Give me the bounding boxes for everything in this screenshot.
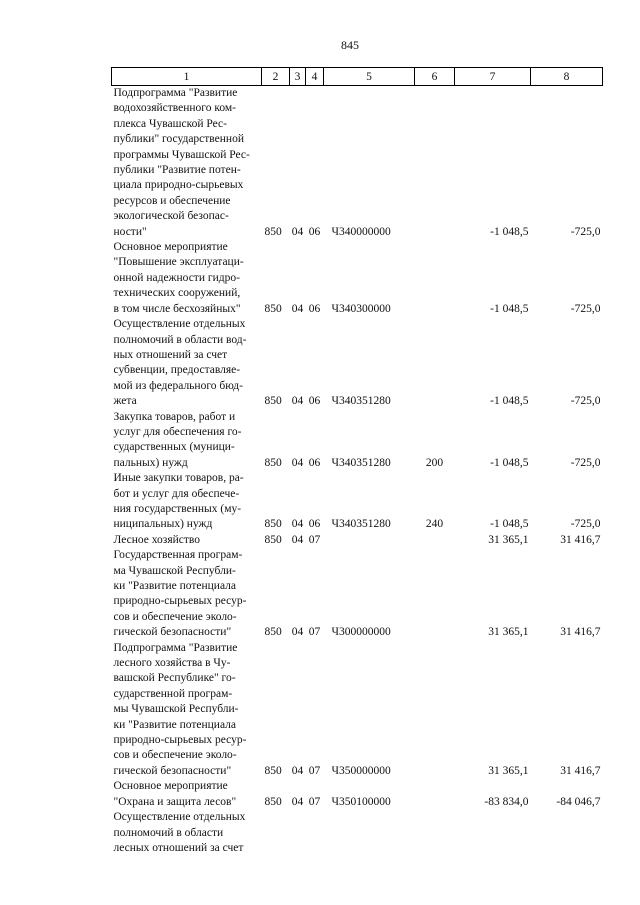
header-row bbox=[112, 68, 603, 86]
item-name-line: мы Чувашской Республи- bbox=[113, 703, 239, 716]
section-cell: 04 bbox=[291, 795, 304, 808]
item-name-line: полномочий в области вод- bbox=[113, 333, 247, 346]
target-article-cell: Ч340300000 bbox=[331, 302, 391, 315]
budget-table bbox=[111, 67, 603, 856]
admin-code-cell: 850 bbox=[264, 795, 282, 808]
item-name-line: плекса Чувашской Рес- bbox=[113, 117, 227, 130]
subsection-cell: 06 bbox=[308, 225, 321, 238]
section-cell: 04 bbox=[291, 302, 304, 315]
item-name-line: жета bbox=[113, 395, 137, 408]
amount-year1-cell: 31 365,1 bbox=[488, 764, 529, 777]
header-col-3: 3 bbox=[290, 68, 306, 86]
table-row bbox=[112, 779, 603, 810]
expense-type-cell bbox=[415, 548, 455, 640]
amount-year2-cell: -725,0 bbox=[570, 456, 601, 469]
amount-year2-cell: -725,0 bbox=[570, 225, 601, 238]
table-body bbox=[112, 86, 603, 857]
item-name-line: Иные закупки товаров, ра- bbox=[113, 472, 244, 485]
target-article-cell: Ч350000000 bbox=[331, 764, 391, 777]
item-name-line: экологической безопас- bbox=[113, 210, 229, 223]
subsection-cell bbox=[306, 810, 324, 856]
item-name-line: природно-сырьевых ресур- bbox=[113, 734, 247, 747]
amount-year1-cell: 31 365,1 bbox=[488, 626, 529, 639]
table-row bbox=[112, 410, 603, 472]
item-name-line: полномочий в области bbox=[113, 826, 224, 839]
amount-year2-cell: -84 046,7 bbox=[556, 795, 601, 808]
amount-year1-cell: -1 048,5 bbox=[490, 456, 529, 469]
amount-year1-cell: -83 834,0 bbox=[484, 795, 529, 808]
amount-year1-cell: -1 048,5 bbox=[490, 395, 529, 408]
item-name-line: Основное мероприятие bbox=[113, 241, 228, 254]
amount-year1-cell: -1 048,5 bbox=[490, 302, 529, 315]
item-name-line: Основное мероприятие bbox=[113, 780, 228, 793]
item-name-line: водохозяйственного ком- bbox=[113, 102, 236, 115]
admin-code-cell: 850 bbox=[264, 533, 282, 546]
subsection-cell: 07 bbox=[308, 533, 321, 546]
amount-year2-cell: -725,0 bbox=[570, 518, 601, 531]
target-article-cell: Ч340351280 bbox=[331, 456, 391, 469]
item-name-cell bbox=[112, 779, 262, 810]
item-name-line: лесных отношений за счет bbox=[113, 841, 244, 854]
table-row bbox=[112, 548, 603, 640]
target-article-cell: Ч340000000 bbox=[331, 225, 391, 238]
item-name-line: Лесное хозяйство bbox=[113, 533, 201, 546]
item-name-line: пальных) нужд bbox=[113, 456, 188, 469]
expense-type-cell bbox=[415, 810, 455, 856]
expense-type-cell: 240 bbox=[425, 518, 444, 531]
subsection-cell: 06 bbox=[308, 302, 321, 315]
section-cell bbox=[290, 810, 306, 856]
item-name-line: в том числе бесхозяйных" bbox=[113, 302, 241, 315]
item-name-cell bbox=[112, 471, 262, 533]
amount-year1-cell: -1 048,5 bbox=[490, 518, 529, 531]
admin-code-cell: 850 bbox=[264, 456, 282, 469]
section-cell: 04 bbox=[291, 518, 304, 531]
header-col-8: 8 bbox=[531, 68, 603, 86]
item-name-line: Осуществление отдельных bbox=[113, 811, 246, 824]
admin-code-cell: 850 bbox=[264, 764, 282, 777]
item-name-line: ресурсов и обеспечение bbox=[113, 194, 231, 207]
item-name-line: "Повышение эксплуатаци- bbox=[113, 256, 244, 269]
item-name-line: технических сооружений, bbox=[113, 287, 241, 300]
admin-code-cell bbox=[262, 810, 290, 856]
table-row bbox=[112, 471, 603, 533]
item-name-line: субвенции, предоставляе- bbox=[113, 364, 241, 377]
amount-year1-cell: 31 365,1 bbox=[488, 533, 529, 546]
expense-type-cell bbox=[415, 641, 455, 780]
item-name-line: бот и услуг для обеспече- bbox=[113, 487, 240, 500]
item-name-line: ных отношений за счет bbox=[113, 348, 228, 361]
table-row bbox=[112, 533, 603, 548]
item-name-line: Подпрограмма "Развитие bbox=[113, 641, 238, 654]
subsection-cell: 07 bbox=[308, 795, 321, 808]
header-col-1: 1 bbox=[112, 68, 262, 86]
table-row bbox=[112, 317, 603, 409]
item-name-line: Государственная програм- bbox=[113, 549, 243, 562]
item-name-cell bbox=[112, 533, 262, 548]
expense-type-cell bbox=[415, 779, 455, 810]
item-name-line: ниципальных) нужд bbox=[113, 518, 213, 531]
header-col-2: 2 bbox=[262, 68, 290, 86]
item-name-line: ки "Развитие потенциала bbox=[113, 718, 236, 731]
item-name-line: мой из федерального бюд- bbox=[113, 379, 243, 392]
page-number: 845 bbox=[341, 38, 359, 52]
item-name-line: услуг для обеспечения го- bbox=[113, 425, 242, 438]
item-name-line: сов и обеспечение эколо- bbox=[113, 610, 237, 623]
item-name-line: лесного хозяйства в Чу- bbox=[113, 657, 231, 670]
subsection-cell: 06 bbox=[308, 518, 321, 531]
amount-year1-cell: -1 048,5 bbox=[490, 225, 529, 238]
item-name-line: сов и обеспечение эколо- bbox=[113, 749, 237, 762]
item-name-line: природно-сырьевых ресур- bbox=[113, 595, 247, 608]
admin-code-cell: 850 bbox=[264, 518, 282, 531]
target-article-cell: Ч340351280 bbox=[331, 395, 391, 408]
expense-type-cell bbox=[415, 86, 455, 241]
subsection-cell: 07 bbox=[308, 626, 321, 639]
admin-code-cell: 850 bbox=[264, 302, 282, 315]
amount-year2-cell: 31 416,7 bbox=[560, 533, 601, 546]
item-name-line: ния государственных (му- bbox=[113, 502, 242, 515]
item-name-cell bbox=[112, 410, 262, 472]
target-article-cell bbox=[324, 533, 415, 548]
target-article-cell: Ч300000000 bbox=[331, 626, 391, 639]
item-name-cell bbox=[112, 641, 262, 780]
section-cell: 04 bbox=[291, 225, 304, 238]
target-article-cell bbox=[324, 810, 415, 856]
subsection-cell: 06 bbox=[308, 456, 321, 469]
item-name-line: "Охрана и защита лесов" bbox=[113, 795, 237, 808]
item-name-line: ки "Развитие потенциала bbox=[113, 580, 236, 592]
item-name-cell bbox=[112, 317, 262, 409]
item-name-line: сударственных (муници- bbox=[113, 441, 235, 454]
item-name-line: гической безопасности" bbox=[113, 764, 232, 777]
item-name-line: Подпрограмма "Развитие bbox=[113, 87, 238, 99]
section-cell: 04 bbox=[291, 456, 304, 469]
subsection-cell: 06 bbox=[308, 395, 321, 408]
section-cell: 04 bbox=[291, 395, 304, 408]
target-article-cell: Ч350100000 bbox=[331, 795, 391, 808]
header-col-4: 4 bbox=[306, 68, 324, 86]
item-name-line: вашской Республике" го- bbox=[113, 672, 236, 685]
item-name-line: гической безопасности" bbox=[113, 626, 232, 639]
header-col-5: 5 bbox=[324, 68, 415, 86]
item-name-line: ма Чувашской Республи- bbox=[113, 564, 236, 577]
table-row bbox=[112, 641, 603, 780]
item-name-cell bbox=[112, 810, 262, 856]
admin-code-cell: 850 bbox=[264, 395, 282, 408]
section-cell: 04 bbox=[291, 533, 304, 546]
admin-code-cell: 850 bbox=[264, 225, 282, 238]
amount-year2-cell: -725,0 bbox=[570, 395, 601, 408]
expense-type-cell bbox=[415, 240, 455, 317]
expense-type-cell: 200 bbox=[425, 456, 444, 469]
item-name-cell bbox=[112, 548, 262, 640]
item-name-cell bbox=[112, 240, 262, 317]
header-col-7: 7 bbox=[455, 68, 531, 86]
table-row bbox=[112, 240, 603, 317]
amount-year1-cell bbox=[455, 810, 531, 856]
expense-type-cell bbox=[415, 317, 455, 409]
amount-year2-cell: 31 416,7 bbox=[560, 764, 601, 777]
item-name-line: Закупка товаров, работ и bbox=[113, 410, 236, 423]
table-row bbox=[112, 86, 603, 241]
header-col-6: 6 bbox=[415, 68, 455, 86]
section-cell: 04 bbox=[291, 626, 304, 639]
admin-code-cell: 850 bbox=[264, 626, 282, 639]
amount-year2-cell: 31 416,7 bbox=[560, 626, 601, 639]
item-name-line: Осуществление отдельных bbox=[113, 318, 246, 331]
item-name-line: циала природно-сырьевых bbox=[113, 179, 244, 192]
amount-year2-cell: -725,0 bbox=[570, 302, 601, 315]
table-header bbox=[112, 68, 603, 86]
item-name-line: ности" bbox=[113, 225, 147, 238]
item-name-line: онной надежности гидро- bbox=[113, 271, 240, 284]
target-article-cell: Ч340351280 bbox=[331, 518, 391, 531]
expense-type-cell bbox=[415, 533, 455, 548]
subsection-cell: 07 bbox=[308, 764, 321, 777]
item-name-line: программы Чувашской Рес- bbox=[113, 148, 250, 161]
item-name-line: сударственной програм- bbox=[113, 687, 233, 700]
section-cell: 04 bbox=[291, 764, 304, 777]
amount-year2-cell bbox=[531, 810, 603, 856]
item-name-cell bbox=[112, 86, 262, 241]
table-row bbox=[112, 810, 603, 856]
item-name-line: публики" государственной bbox=[113, 133, 244, 146]
item-name-line: публики "Развитие потен- bbox=[113, 164, 241, 177]
